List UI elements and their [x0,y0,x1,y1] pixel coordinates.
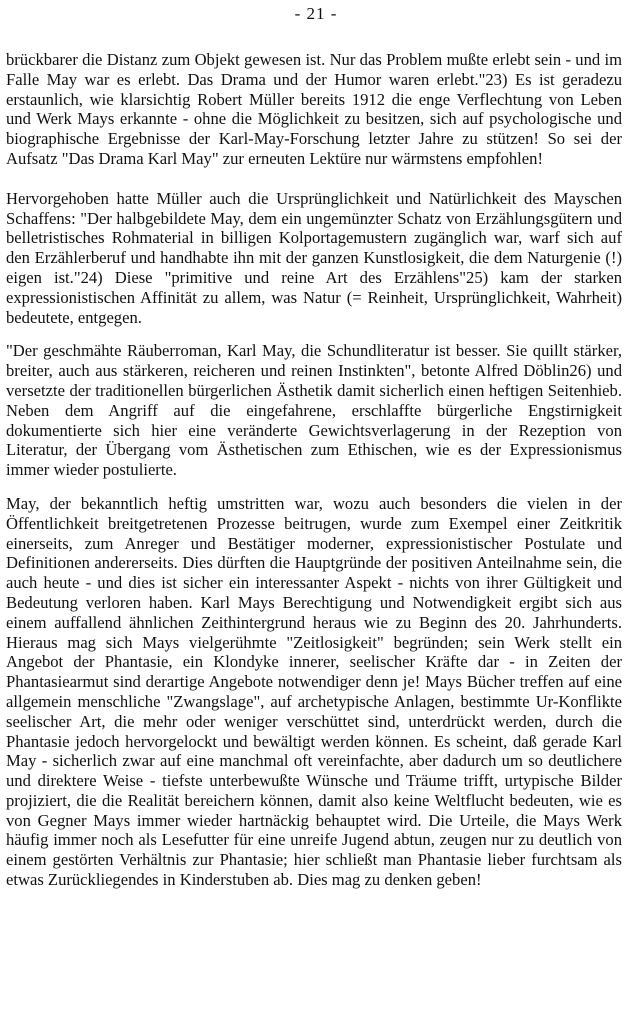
paragraph-4: May, der bekanntlich heftig umstritten war, wozu auch besonders die vielen in der Öffentlichkeit breitgetretenen Prozesse beitrugen, wurde zum Exempel einer Zeitkritik einerseits, zum Anreger und Bestätiger moderner, expressionistischer Postulate und Definitionen andererseits. Dies dürften die Hauptgründe der positiven Anteilnahme sein, die auch heute - und dies ist sicher ein interessanter Aspekt - nichts von ihrer Gültigkeit und Bedeutung verloren haben. Karl Mays Berechtigung und Notwendigkeit ergibt sich aus einem auffallend ähnlichen Zeithintergrund heraus wie zu Beginn des 20. Jahrhunderts. Hieraus mag sich Mays vielgerühmte "Zeitlosigkeit" begründen; sein Werk stellt ein Angebot der Phantasie, ein Klondyke innerer, seelischer Kräfte dar - in Zeiten der Phantasiearmut sind derartige Angebote notwendiger denn je! Mays Bücher treffen auf eine allgemein menschliche "Zwangslage", auf archetypische Anlagen, bestimmte Ur-Konflikte seelischer Art, die mehr oder weniger verschüttet sind, unterdrückt werden, durch die Phantasie jedoch hervorgelockt und bewältigt werden können. Es scheint, daß gerade Karl May - sicherlich zwar auf eine manchmal oft vereinfachte, aber dadurch um so deutlichere und direktere Weise - tiefste unterbewußte Wünsche und Träume trifft, urtypische Bilder projiziert, die die Realität bereichern können, damit also keine Weltflucht bedeuten, wie es von Gegner Mays immer wieder hartnäckig behauptet wird. Die Urteile, die Mays Werk häufig immer noch als Lesefutter für eine unreife Jugend abtun, zeugen nur zu deutlich von einem gestörten Verhältnis zur Phantasie; hier schließt man Phantasie lieber furchtsam als etwas Zurückliegendes in Kinderstuben ab. Dies mag zu denken geben! [6,493,622,890]
paragraph-2: Hervorgehoben hatte Müller auch die Ursprünglichkeit und Natürlichkeit des Mayschen Schaffens: "Der halbgebildete May, dem ein ungemünzter Schatz von Erzählungsgütern und belletristisches Rohmaterial in billigen Kolportagemustern zugänglich war, warf sich auf den Erzählerberuf und handhabte ihn mit der ganzen Kunstlosigkeit, die dem Naturgenie (!) eigen ist."24) Diese "primitive und reine Art des Erzählens"25) kam der starken expressionistischen Affinität zu allem, was Natur (= Reinheit, Ursprünglichkeit, Wahrheit) bedeutete, entgegen. [6,188,622,327]
paragraph-3: "Der geschmähte Räuberroman, Karl May, die Schundliteratur ist besser. Sie quillt stärker, breiter, auch aus stärkeren, reicheren und reinen Instinkten", betonte Alfred Döblin26) und versetzte der traditionellen bürgerlichen Ästhetik damit sicherlich einen heftigen Seitenhieb. Neben dem Angriff auf die eingefahrene, erschlaffte bürgerliche Engstirnigkeit dokumentierte sich hier eine veränderte Gewichtsverlagerung in der Rezeption von Literatur, der Übergang vom Ästhetischen zum Ethischen, wie es der Expressionismus immer wieder postulierte. [6,341,622,480]
body-text [6,50,622,904]
page-number: - 21 - [294,4,338,23]
paragraph-1: brückbarer die Distanz zum Objekt gewesen ist. Nur das Problem mußte erlebt sein - und im Falle May war es erlebt. Das Drama und der Humor waren erlebt."23) Es ist geradezu erstaunlich, wie klarsichtig Robert Müller bereits 1912 die enge Verflechtung von Leben und Werk Mays erkannte - ohne die Möglichkeit zu besitzen, sich auf psychologische und biographische Ergebnisse der Karl-May-Forschung letzter Jahre zu stützen! So sei der Aufsatz "Das Drama Karl May" zur erneuten Lektüre nur wärmstens empfohlen! [6,50,622,168]
